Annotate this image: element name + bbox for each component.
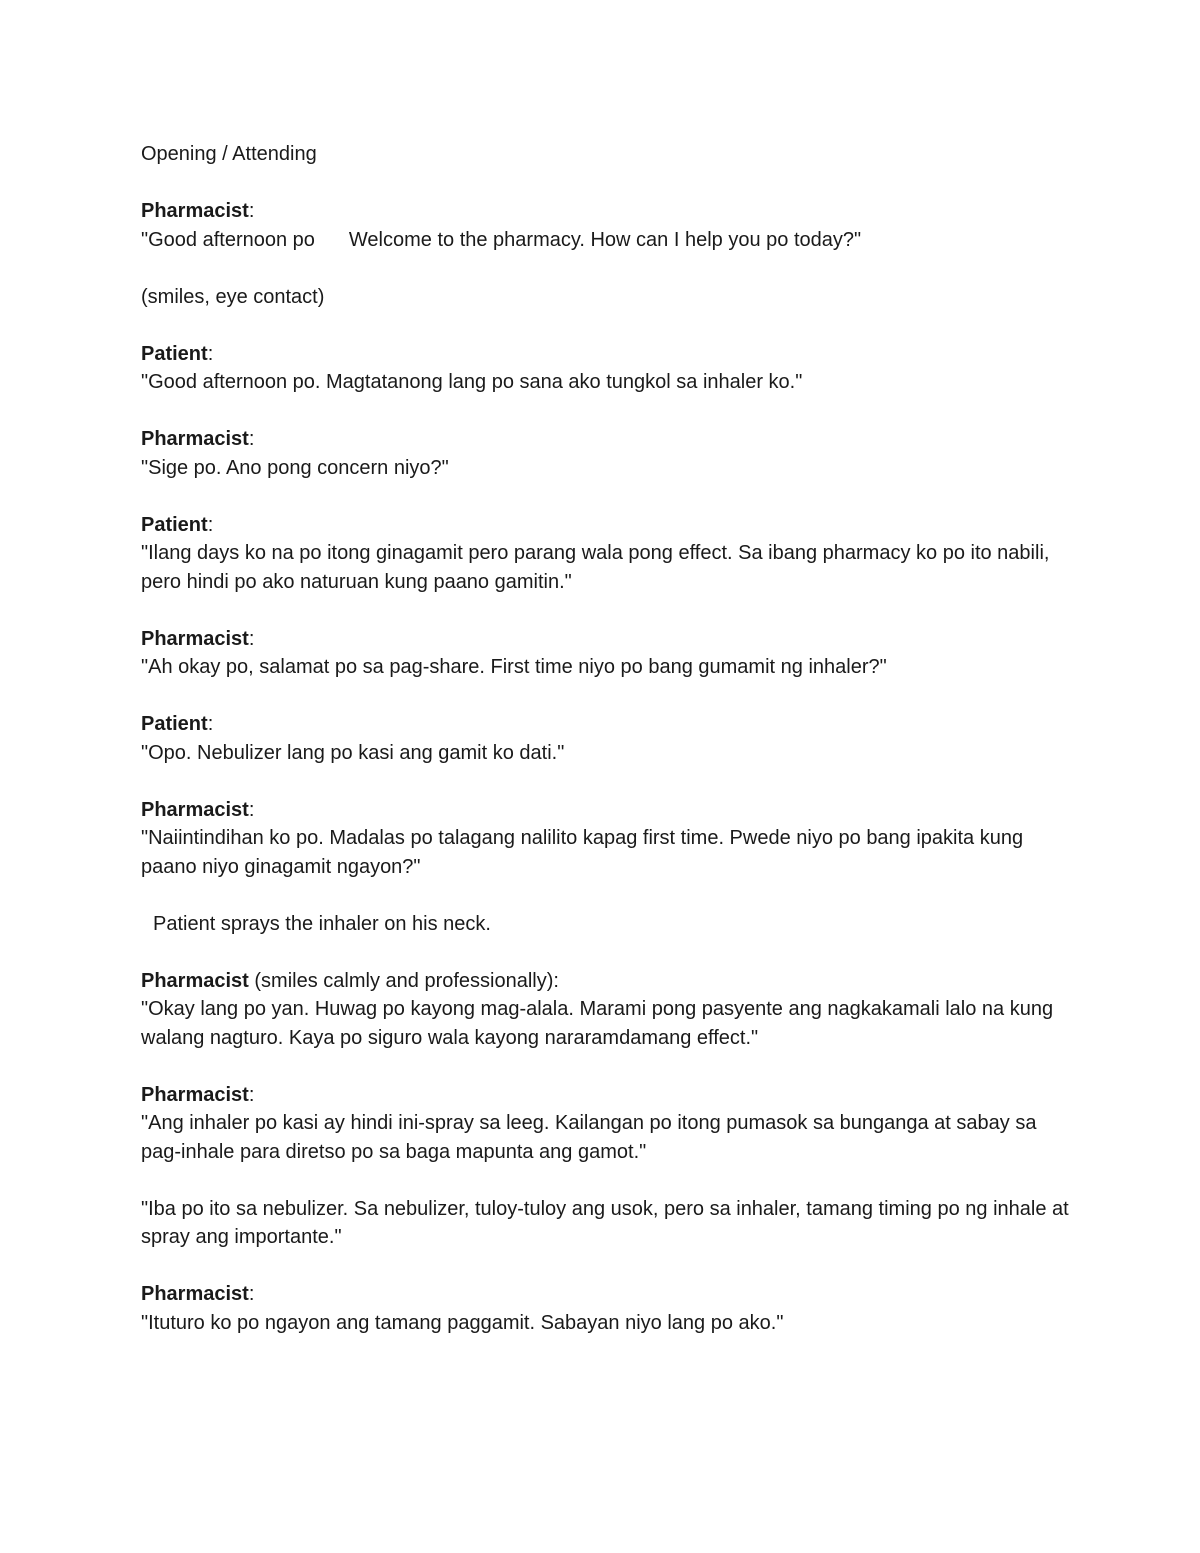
dialogue-block xyxy=(141,796,1071,882)
dialogue-block xyxy=(141,197,1071,254)
speaker-label: Pharmacist xyxy=(141,1283,249,1305)
speaker-label: Pharmacist xyxy=(141,428,249,450)
dialogue-text: "Okay lang po yan. Huwag po kayong mag-alala. Marami pong pasyente ang nagkakamali lalo na kung walang nagturo. Kaya po siguro wala kayong nararamdamang effect." xyxy=(141,998,1054,1049)
dialogue-text: "Iba po ito sa nebulizer. Sa nebulizer, tuloy-tuloy ang usok, pero sa inhaler, tamang timing po ng inhale at spray ang importante." xyxy=(141,1197,1069,1248)
speaker-label: Pharmacist xyxy=(141,798,249,821)
dialogue-block xyxy=(141,1280,1071,1337)
speaker-suffix: : xyxy=(248,1083,255,1106)
section-heading: Opening / Attending xyxy=(141,143,317,165)
stage-note-block xyxy=(141,910,1071,939)
speaker-suffix: : xyxy=(248,627,255,650)
dialogue-text: "Ah okay po, salamat po sa pag-share. First time niyo po bang gumamit ng inhaler?" xyxy=(141,656,887,678)
stage-note: Patient sprays the inhaler on his neck. xyxy=(153,912,491,935)
speaker-label: Pharmacist xyxy=(141,627,249,650)
speaker-suffix: : xyxy=(248,200,255,222)
speaker-suffix: : xyxy=(207,342,214,365)
speaker-label: Pharmacist xyxy=(141,200,249,222)
speaker-label: Pharmacist xyxy=(141,1083,249,1106)
stage-note: (smiles, eye contact) xyxy=(141,285,325,308)
speaker-suffix: : xyxy=(207,513,214,536)
dialogue-text: "Ituturo ko po ngayon ang tamang paggamit. Sabayan niyo lang po ako." xyxy=(141,1311,784,1334)
dialogue-block xyxy=(141,340,1071,397)
dialogue-text: "Opo. Nebulizer lang po kasi ang gamit ko dati." xyxy=(141,741,565,764)
dialogue-block xyxy=(141,710,1071,767)
dialogue-text: "Naiintindihan ko po. Madalas po talagang nalilito kapag first time. Pwede niyo po bang ipakita kung paano niyo ginagamit ngayon?" xyxy=(141,827,1024,878)
speaker-suffix: : xyxy=(248,1283,255,1305)
dialogue-block xyxy=(141,625,1071,682)
dialogue-text: Welcome to the pharmacy. How can I help you po today?" xyxy=(348,228,862,251)
speaker-suffix: : xyxy=(248,428,255,450)
dialogue-block xyxy=(141,1081,1071,1167)
speaker-suffix: (smiles calmly and professionally): xyxy=(248,969,559,992)
speaker-label: Patient xyxy=(141,342,208,365)
stage-note-block xyxy=(141,283,1071,312)
dialogue-text: "Ilang days ko na po itong ginagamit pero parang wala pong effect. Sa ibang pharmacy ko po ito nabili, pero hindi po ako naturuan kung paano gamitin." xyxy=(141,542,1050,593)
dialogue-text: "Good afternoon po xyxy=(141,228,315,251)
dialogue-text: "Ang inhaler po kasi ay hindi ini-spray sa leeg. Kailangan po itong pumasok sa bunganga at sabay sa pag-inhale para diretso po sa baga mapunta ang gamot." xyxy=(141,1112,1037,1163)
document-content xyxy=(141,140,1071,1366)
speaker-suffix: : xyxy=(207,713,214,735)
speaker-label: Patient xyxy=(141,513,208,536)
dialogue-block xyxy=(141,425,1071,482)
dialogue-block xyxy=(141,511,1071,597)
dialogue-continuation-block xyxy=(141,1195,1071,1252)
dialogue-text: "Good afternoon po. Magtatanong lang po sana ako tungkol sa inhaler ko." xyxy=(141,371,803,393)
dialogue-text: "Sige po. Ano pong concern niyo?" xyxy=(141,456,449,479)
speaker-label: Pharmacist xyxy=(141,969,249,992)
dialogue-block xyxy=(141,967,1071,1053)
speaker-label: Patient xyxy=(141,713,208,735)
speaker-suffix: : xyxy=(248,798,255,821)
